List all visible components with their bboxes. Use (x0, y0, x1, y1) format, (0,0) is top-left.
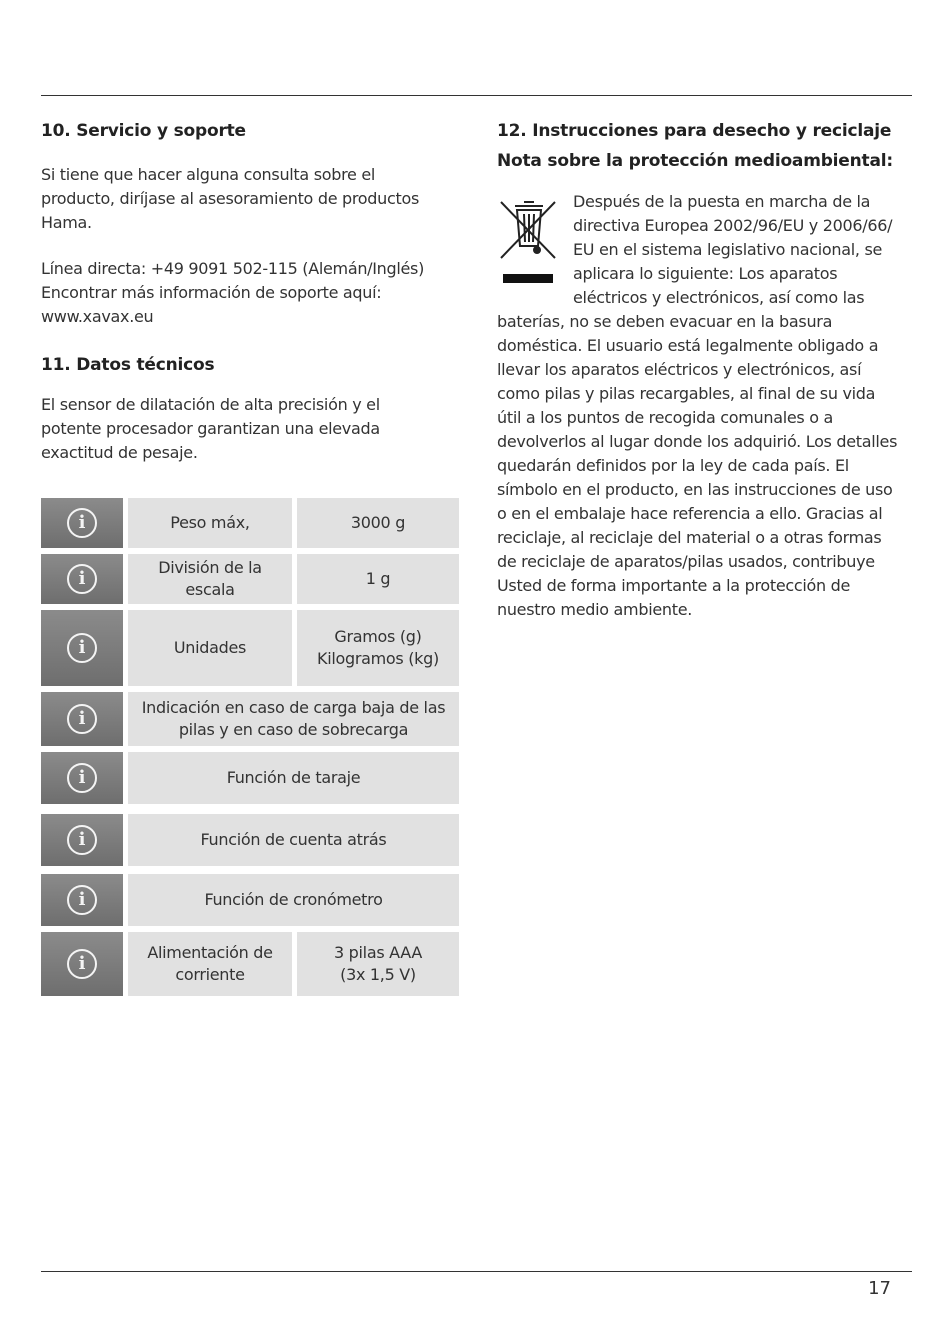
spec-row (41, 498, 459, 548)
hotline-paragraph: Línea directa: +49 9091 502-115 (Alemán/Inglés) Encontrar más información de soporte aquí: www.xavax.eu (41, 259, 425, 326)
spec-row (41, 610, 459, 686)
spec-value: 3000 g (297, 498, 459, 548)
spec-label: Unidades (128, 610, 292, 686)
info-icon: i (41, 554, 123, 604)
info-icon: i (41, 692, 123, 746)
spec-value: 3 pilas AAA (3x 1,5 V) (297, 932, 459, 996)
environment-subheading: Nota sobre la protección medioambiental: (497, 151, 893, 171)
spec-label: División de la escala (128, 554, 292, 604)
info-icon: i (41, 498, 123, 548)
service-paragraph: Si tiene que hacer alguna consulta sobre el producto, diríjase al asesoramiento de productos Hama. (41, 165, 419, 232)
service-heading: 10. Servicio y soporte (41, 121, 246, 141)
disposal-heading: 12. Instrucciones para desecho y reciclaje (497, 121, 892, 141)
tech-paragraph: El sensor de dilatación de alta precisión y el potente procesador garantizan una elevada exactitud de pesaje. (41, 395, 380, 462)
top-rule (41, 95, 912, 96)
page-number: 17 (868, 1278, 891, 1299)
spec-label: Alimentación de corriente (128, 932, 292, 996)
spec-row (41, 752, 459, 804)
right-column (497, 121, 917, 171)
spec-text: Función de taraje (128, 752, 459, 804)
spec-row (41, 692, 459, 746)
spec-row (41, 554, 459, 604)
disposal-wrap-text: Después de la puesta en marcha de la directiva Europea 2002/96/EU y 2006/66/ EU en el sistema legislativo nacional, se aplicara lo siguiente: Los aparatos eléctricos y electrónicos, así como las (573, 192, 893, 307)
spec-text: Indicación en caso de carga baja de las pilas y en caso de sobrecarga (128, 692, 459, 746)
spec-value: 1 g (297, 554, 459, 604)
info-icon: i (41, 814, 123, 866)
spec-label: Peso máx, (128, 498, 292, 548)
tech-heading: 11. Datos técnicos (41, 355, 215, 375)
info-icon: i (41, 752, 123, 804)
disposal-body-text: baterías, no se deben evacuar en la basura doméstica. El usuario está legalmente obligado a llevar los aparatos eléctricos y electrónicos, así como pilas y pilas recargables, al final de su vida útil a los puntos de recogida comunales o a devolverlos al lugar donde los adquirió. Los detalles quedarán definidos por la ley de cada país. El símbolo en el producto, en las instrucciones de uso o en el embalaje hace referencia a ello. Gracias al reciclaje, al reciclaje del material o a otras formas de reciclaje de aparatos/pilas usados, contribuye Usted de forma importante a la protección de nuestro medio ambiente. (497, 312, 898, 619)
crossed-out-bin-icon (497, 196, 559, 288)
info-icon: i (41, 874, 123, 926)
spec-row (41, 932, 459, 996)
info-icon: i (41, 610, 123, 686)
spec-text: Función de cuenta atrás (128, 814, 459, 866)
spec-value: Gramos (g) Kilogramos (kg) (297, 610, 459, 686)
bottom-rule (41, 1271, 912, 1272)
left-column (41, 121, 461, 465)
spec-row (41, 874, 459, 926)
spec-row (41, 814, 459, 866)
info-icon: i (41, 932, 123, 996)
spec-text: Función de cronómetro (128, 874, 459, 926)
